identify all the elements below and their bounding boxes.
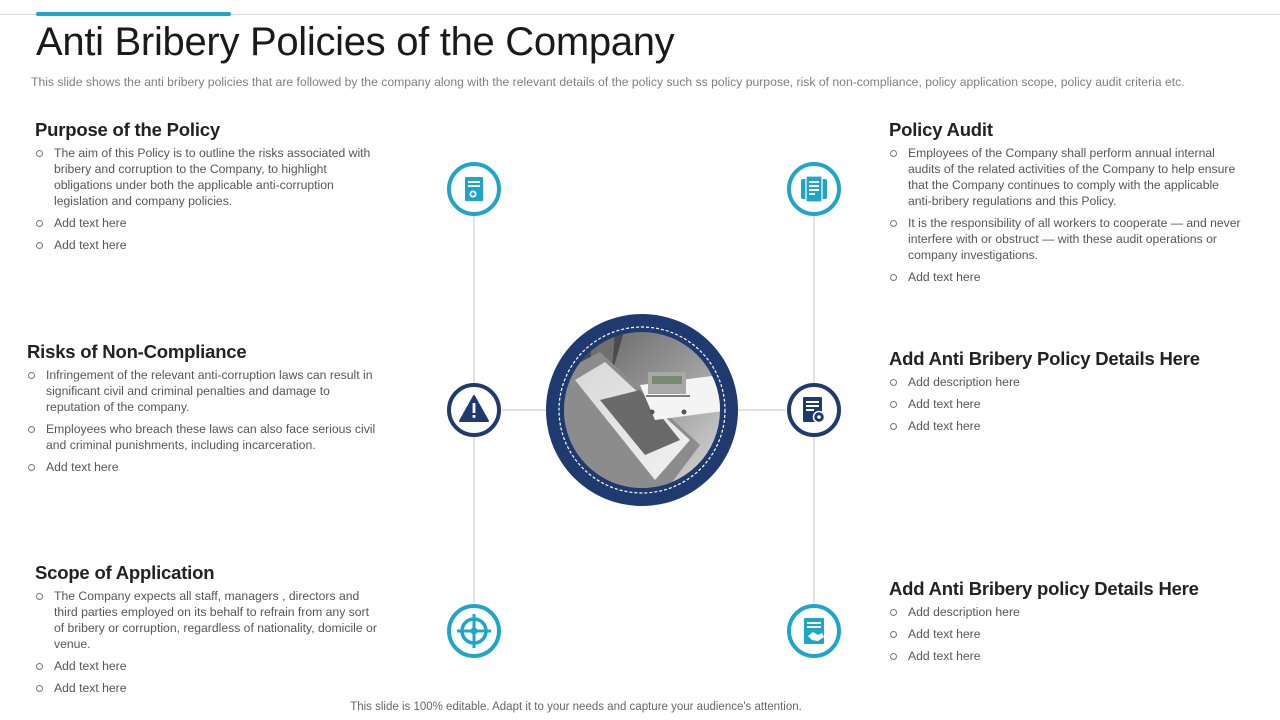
document-settings-icon <box>789 385 839 435</box>
list-item: Add text here <box>35 215 380 231</box>
list-item: Add text here <box>889 269 1244 285</box>
document-certificate-icon <box>449 164 499 214</box>
page-subtitle: This slide shows the anti bribery policies that are followed by the company along with the relevant details of the policy such ss policy purpose, risk of non-compliance, policy application scope, policy audit criteria etc. <box>31 75 1185 89</box>
list-item: Add description here <box>889 604 1259 620</box>
list-item: The aim of this Policy is to outline the risks associated with bribery and corruption to the Company, to highlight obligations under both the applicable anti-corruption legislation and company policies. <box>35 145 380 209</box>
warning-triangle-icon <box>449 385 499 435</box>
list-item: Add description here <box>889 374 1259 390</box>
list-item: Employees of the Company shall perform annual internal audits of the related activities of the Company to help ensure that the Company continues to comply with the applicable anti-bribery regulations and this Policy. <box>889 145 1244 209</box>
policy-document-icon <box>789 164 839 214</box>
section-heading: Add Anti Bribery policy Details Here <box>889 578 1199 599</box>
section-heading: Purpose of the Policy <box>35 119 220 140</box>
list-item: Employees who breach these laws can also face serious civil and criminal punishments, including incarceration. <box>27 421 380 453</box>
footer-note: This slide is 100% editable. Adapt it to your needs and capture your audience's attention. <box>350 701 802 713</box>
section-heading: Add Anti Bribery Policy Details Here <box>889 348 1200 369</box>
list-item: Add text here <box>889 626 1259 642</box>
section-heading: Risks of Non-Compliance <box>27 341 247 362</box>
section-heading: Policy Audit <box>889 119 993 140</box>
page-title: Anti Bribery Policies of the Company <box>36 20 675 64</box>
list-item: It is the responsibility of all workers to cooperate — and never interfere with or obstruct — with these audit operations or company investigations. <box>889 215 1244 263</box>
list-item: Add text here <box>35 680 380 696</box>
list-item: Add text here <box>27 459 380 475</box>
list-item: The Company expects all staff, managers , directors and third parties employed on its behalf to refrain from any sort of bribery or corruption, regardless of nationality, domicile or venue. <box>35 588 380 652</box>
list-item: Add text here <box>889 418 1259 434</box>
list-item: Add text here <box>35 658 380 674</box>
section-heading: Scope of Application <box>35 562 215 583</box>
list-item: Add text here <box>35 237 380 253</box>
handshake-contract-icon <box>789 606 839 656</box>
list-item: Add text here <box>889 648 1259 664</box>
list-item: Infringement of the relevant anti-corruption laws can result in significant civil and criminal penalties and damage to reputation of the company. <box>27 367 380 415</box>
list-item: Add text here <box>889 396 1259 412</box>
target-crosshair-icon <box>449 606 499 656</box>
center-photo <box>546 314 738 506</box>
